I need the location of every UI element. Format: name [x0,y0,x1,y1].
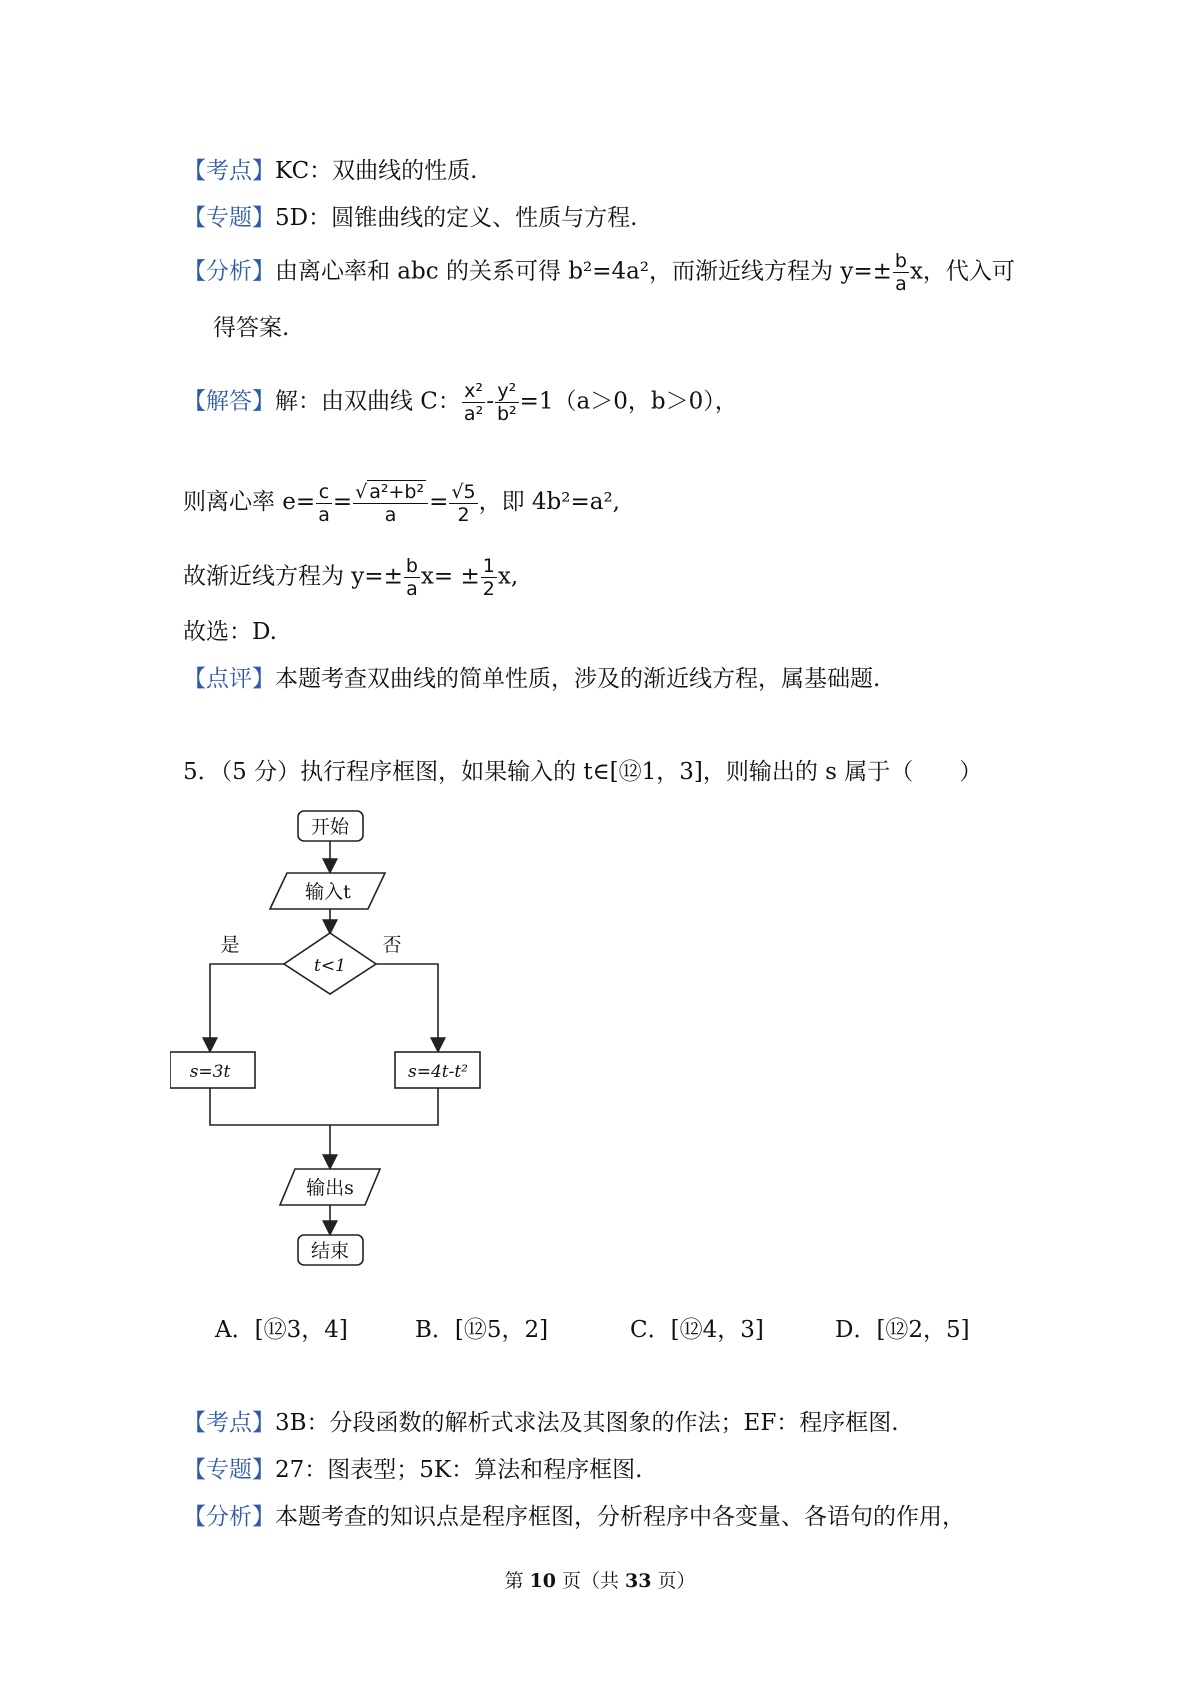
asymptote-line [183,555,518,600]
jieda-text-a: 解：由双曲线 C： [275,388,461,415]
fenxi-line [183,250,1015,295]
dianping-tag: 【点评】 [183,666,275,692]
frac-num: √ a²+b² [355,481,425,503]
frac-den: a [893,272,909,295]
jieda-tag: 【解答】 [183,388,275,415]
zhuanti-tag: 【专题】 [183,1457,275,1483]
ecc-prefix: 则离心率 e= [183,489,316,515]
footer-post: 页） [651,1570,696,1592]
fraction-x2-a2 [462,380,485,425]
yes-label: 是 [220,934,240,956]
option-a: A．[⑫3，4] [215,1317,348,1343]
frac-den: a [404,577,420,600]
page-footer [0,1566,1200,1593]
zhuanti-text: 27：图表型；5K：算法和程序框图. [275,1457,643,1483]
fenxi-tag: 【分析】 [183,258,275,285]
option-c: C．[⑫4，3] [630,1317,764,1343]
frac-den: 2 [482,578,495,600]
frac-den: a [353,503,428,526]
frac-num: c [318,480,330,503]
zhuanti-line [183,203,637,233]
dianping-text: 本题考查双曲线的简单性质，涉及的渐近线方程，属基础题. [275,666,881,692]
left-box-label: s=3t [189,1062,231,1082]
eccentricity-line [183,480,620,526]
kaodian-tag: 【考点】 [183,1410,275,1436]
kaodian-text: 3B：分段函数的解析式求法及其图象的作法；EF：程序框图. [275,1410,899,1436]
frac-num: y² [497,380,517,402]
frac-num: b [405,555,418,577]
kaodian-text: KC：双曲线的性质. [275,158,478,184]
ecc-suffix: ，即 4b²=a², [478,489,620,515]
kaodian-tag: 【考点】 [183,158,275,184]
kaodian-line [183,156,477,186]
end-label: 结束 [310,1240,350,1262]
asym-prefix: 故渐近线方程为 y=± [183,563,403,590]
output-label: 输出s [306,1177,354,1199]
fraction-y2-b2 [495,380,519,425]
zhuanti-tag: 【专题】 [183,205,275,231]
fenxi-line2: 得答案. [213,315,290,341]
footer-mid: 页（共 [555,1570,626,1592]
frac-num: √5 [451,480,476,503]
asym-mid: x= ± [420,563,480,590]
zhuanti-line-2 [183,1455,642,1485]
right-box-label: s=4t-t² [407,1062,469,1082]
footer-pre: 第 [504,1570,530,1592]
fraction-c-a [316,481,332,526]
input-label: 输入t [305,881,351,903]
frac-den: a² [463,403,484,425]
fraction-b-a [404,555,420,600]
page-number: 10 [529,1570,556,1592]
frac-den: b² [496,403,517,425]
option-d: D．[⑫2，5] [835,1317,970,1343]
frac-num: b [894,250,907,272]
fenxi-line-2 [183,1502,965,1532]
frac-num: x² [464,380,483,402]
start-label: 开始 [310,816,350,838]
fraction-sqrt [353,480,428,526]
condition-label: t<1 [314,956,346,976]
kaodian-line-2 [183,1408,899,1438]
equals-sign: = [332,489,353,515]
frac-den: a [318,503,330,526]
answer-line: 故选：D. [183,619,277,645]
fraction-b-over-a [893,250,909,295]
page-total: 33 [625,1570,652,1592]
no-label: 否 [382,934,402,956]
fenxi-tag: 【分析】 [183,1504,275,1530]
frac-den: 2 [449,503,477,526]
fenxi-text-a: 由离心率和 abc 的关系可得 b²=4a²，而渐近线方程为 y=± [275,258,892,285]
minus-sign: - [486,388,494,415]
zhuanti-text: 5D：圆锥曲线的定义、性质与方程. [275,205,638,231]
jieda-line [183,380,738,425]
fraction-sqrt5-2 [449,481,477,526]
equals-sign: = [429,489,449,515]
option-b: B．[⑫5，2] [415,1317,549,1343]
dianping-line [183,664,880,694]
fraction-1-2 [481,555,497,600]
asym-suffix: x, [497,563,519,590]
sqrt-radicand: a²+b² [369,481,425,503]
fenxi-text-b: x，代入可 [909,258,1015,285]
question-5-stem: 5．（5 分）执行程序框图，如果输入的 t∈[⑫1，3]，则输出的 s 属于（ ） [183,759,983,785]
frac-num: 1 [482,555,495,577]
jieda-text-b: =1（a＞0，b＞0）， [519,388,738,415]
flowchart [170,800,500,1300]
fenxi-text: 本题考查的知识点是程序框图，分析程序中各变量、各语句的作用， [275,1504,965,1530]
